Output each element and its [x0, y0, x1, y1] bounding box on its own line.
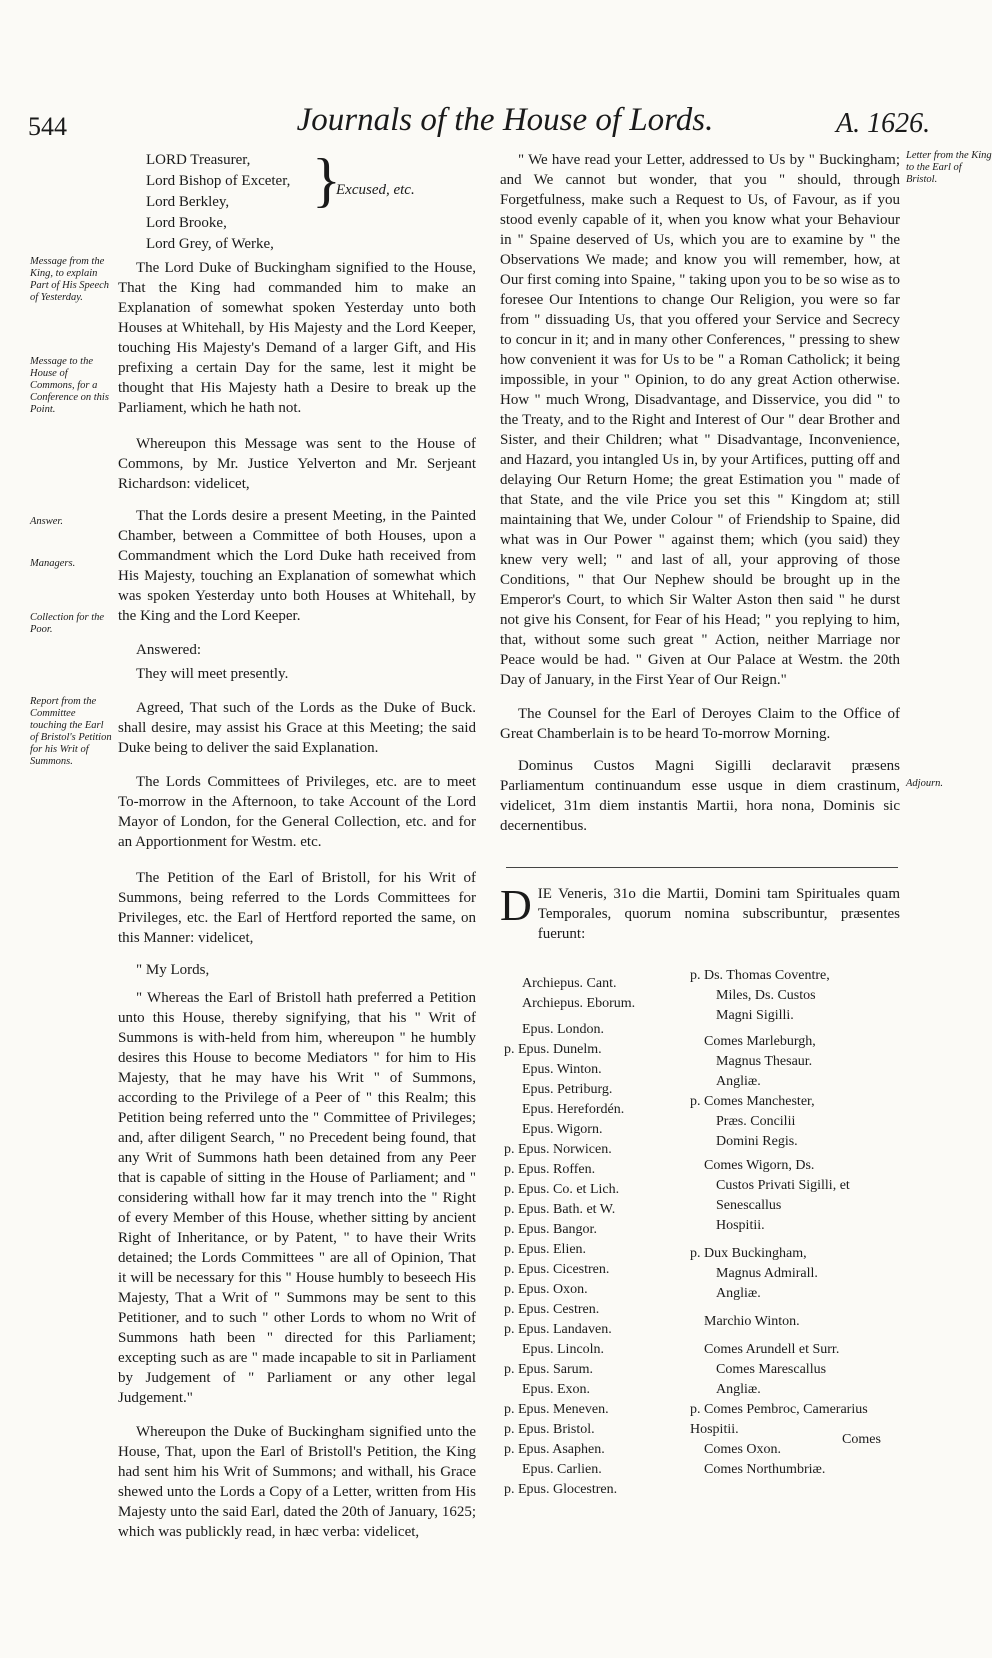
page-title: Journals of the House of Lords. — [296, 102, 714, 138]
paragraph-message-sent: Whereupon this Message was sent to the House of Commons, by Mr. Justice Yelverton and Mr. Serjeant Richardson: videlicet, — [118, 436, 476, 492]
list-item: p. Epus. Bath. et W. — [504, 1202, 616, 1217]
list-item: p. Epus. Dunelm. — [504, 1042, 602, 1057]
die-veneris-heading — [500, 881, 900, 944]
left-column — [118, 258, 476, 1542]
list-item: Magnus Thesaur. — [716, 1054, 813, 1069]
list-item: Comes Oxon. — [704, 1442, 781, 1457]
list-item: p. Comes Pembroc, Camerarius Hospitii. — [690, 1402, 868, 1437]
paragraph-committees-privileges: The Lords Committees of Privileges, etc. are to meet To-morrow in the Afternoon, to take Account of the Lord Mayor of London, for the General Collection, etc. and for an Apportionment for Westm. etc. — [118, 774, 476, 850]
paragraph-whereas: " Whereas the Earl of Bristoll hath preferred a Petition unto this House, thereby signifying, that his " Writ of Summons is with-held from him, whereupon " he humbly desires this House to become Mediators " for him to His Majesty, that he may have his Writ " of Summons, according to the Privilege of a Peer of " this Realm; this Petition being referred unto the " Committee of Privileges; and, after diligent Search, " no Precedent being found, that any Writ of Summons hath been detained from any Peer that is capable of sitting in the House of Parliament; and " considering withall how far it may trench into the " Right of every Member of this House, whether sitting by ancient Right of Inheritance, or by Patent, " to have their Writs detained; the Lords Committees " are all of Opinion, That it will be necessary for this " House humbly to beseech His Majesty, That a Writ of " Summons may be sent to this Petitioner, and to such " other Lords to whom no Writ of Summons hath been " directed for this Parliament; excepting such as are " made incapable to sit in Parliament by Judgement of " Parliament or any other legal Judgement." — [118, 990, 476, 1406]
list-item: p. Comes Manchester, — [690, 1094, 815, 1109]
list-item: Comes Northumbriæ. — [704, 1462, 826, 1477]
margin-note-report: Report from the Committee touching the Earl of Bristol's Petition for his Writ of Summons. — [30, 696, 112, 767]
catchword: Comes — [842, 1432, 881, 1447]
list-item: p. Epus. Norwicen. — [504, 1142, 612, 1157]
excused-names: LORD Treasurer, Lord Bishop of Exceter, Lord Berkley, Lord Brooke, Lord Grey, of Werke, — [146, 152, 291, 252]
list-item: p. Epus. Cestren. — [504, 1302, 600, 1317]
paragraph-answered: Answered: — [136, 642, 201, 658]
list-item: p. Epus. Sarum. — [504, 1362, 594, 1377]
list-item: p. Epus. Landaven. — [504, 1322, 612, 1337]
list-item: Epus. Winton. — [522, 1062, 602, 1077]
list-item: Angliæ. — [716, 1074, 761, 1089]
list-item: Hospitii. — [716, 1218, 765, 1233]
list-item: Magni Sigilli. — [716, 1008, 794, 1023]
paragraph-whereupon-duke: Whereupon the Duke of Buckingham signified unto the House, That, upon the Earl of Bristoll's Petition, the King had sent him his Writ of Summons; and withall, his Grace shewed unto the Lords a Copy of a Letter, written from His Majesty unto the said Earl, dated the 20th of January, 1625; which was publickly read, in hæc verba: videlicet, — [118, 1424, 476, 1540]
paragraph-king-letter: " We have read your Letter, addressed to Us by " Buckingham; and We cannot but wonder, that you " should, through Forgetfulness, make such a Request to Us, of Favour, as if you stood evenly capable of it, when you know what your Behaviour in " Spaine deserved of Us, which you are to examine by " the Observations We made; and know you will remember, how, at Our first coming into Spaine, " taking upon you to be so wise as to foresee Our Intentions to change Our Religion, you were so far from " dissuading Us, that you offered your Service and Secrecy to concur in it; and in many other Conferences, " pressing to shew how convenient it was for Us to be " a Roman Catholick; it being impossible, in your " Opinion, to do any great Action otherwise. How " much Wrong, Disadvantage, and Disservice, you did " to the Treaty, and to the Right and Interest of Our " dear Brother and Sister, and their Children; what " Disadvantage, Inconvenience, and Hazard, you intangled Us in, by your Artifices, putting off and delaying Our Return Home; the great Estimation you " made of that State, and the vile Price you set this " Kingdom at; still maintaining that We, under Colour " of Friendship to Spaine, did what was in Our Power " against them; which (you said) they knew very well; " and last of all, your approving of those Conditions, " that Our Nephew should be brought up in the Emperor's Court, to which Sir Walter Aston then said " he durst not give his Consent, for Fear of his Head; " you replying to him, that, without some such great " Action, neither Marriage nor Peace would be had. " Given at Our Palace at Westm. the 20th Day of January, in the First Year of Our Reign." — [500, 152, 900, 688]
paragraph-agreed: Agreed, That such of the Lords as the Duke of Buck. shall desire, may assist his Grace at this Meeting; the said Duke being to deliver the said Explanation. — [118, 700, 476, 756]
margin-note-answer: Answer. — [30, 516, 63, 527]
list-item: Angliæ. — [716, 1382, 761, 1397]
present-list-spiritual — [504, 974, 674, 1500]
paragraph-adjournment: Dominus Custos Magni Sigilli declaravit præsens Parliamentum continuandum esse usque in diem crastinum, videlicet, 31m diem instantis Martii, hora nona, Dominis sic decernentibus. — [500, 758, 900, 834]
section-divider — [506, 867, 898, 868]
present-list-temporal — [690, 966, 890, 1480]
paragraph-buckingham-signified: The Lord Duke of Buckingham signified to the House, That the King had commanded him to make an Explanation of somewhat spoken Yesterday unto both Houses at Whitehall, by His Majesty and the Lord Keeper, touching His Majesty's Demand of a larger Gift, and His prefixing a certain Day for the same, lest it might be thought that His Majesty hath a Desire to break up the Parliament, which he hath not. — [118, 260, 476, 416]
list-item: Archiepus. Eborum. — [522, 996, 636, 1011]
list-item: Angliæ. — [716, 1286, 761, 1301]
drop-cap: D — [500, 881, 532, 930]
margin-note-collection: Collection for the Poor. — [30, 612, 105, 635]
list-item: Miles, Ds. Custos — [716, 988, 816, 1003]
paragraph-counsel: The Counsel for the Earl of Deroyes Claim to the Office of Great Chamberlain is to be heard To-morrow Morning. — [500, 706, 900, 742]
list-item: Comes Arundell et Surr. — [704, 1342, 840, 1357]
margin-note-adjourn: Adjourn. — [906, 778, 944, 789]
list-item: Epus. Carlien. — [522, 1462, 602, 1477]
margin-note-managers: Managers. — [30, 558, 76, 569]
die-veneris-text: IE Veneris, 31o die Martii, Domini tam Spirituales quam Temporales, quorum nomina subscribuntur, præsentes fuerunt: — [537, 886, 900, 942]
list-item: Archiepus. Cant. — [522, 976, 617, 991]
list-item: p. Epus. Co. et Lich. — [504, 1182, 620, 1197]
margin-note-letter: Letter from the King to the Earl of Bristol. — [906, 150, 992, 185]
right-column — [500, 150, 900, 836]
list-item: p. Epus. Roffen. — [504, 1162, 596, 1177]
list-item: Marchio Winton. — [704, 1314, 800, 1329]
page-number: 544 — [28, 112, 67, 141]
page-year: A. 1626. — [836, 108, 931, 139]
list-item: Epus. Petriburg. — [522, 1082, 613, 1097]
excused-label: Excused, etc. — [336, 182, 415, 198]
list-item: Comes Wigorn, Ds. — [704, 1158, 815, 1173]
paragraph-meet-presently: They will meet presently. — [136, 666, 289, 682]
paragraph-petition-bristoll: The Petition of the Earl of Bristoll, for his Writ of Summons, being referred to the Lords Committees for Privileges, etc. the Earl of Hertford reported the same, on this Manner: videlicet, — [118, 870, 476, 946]
list-item: Epus. Lincoln. — [522, 1342, 605, 1357]
list-item: p. Ds. Thomas Coventre, — [690, 968, 830, 983]
list-item: p. Epus. Glocestren. — [504, 1482, 618, 1497]
list-item: Comes Marescallus — [716, 1362, 827, 1377]
paragraph-lords-desire: That the Lords desire a present Meeting, in the Painted Chamber, between a Committee of both Houses, upon a Commandment which the Lord Duke hath received from His Majesty, touching an Explanation of somewhat which was spoken Yesterday unto both Houses at Whitehall, by the King and the Lord Keeper. — [118, 508, 476, 624]
list-item: Epus. Exon. — [522, 1382, 591, 1397]
list-item: p. Epus. Bristol. — [504, 1422, 595, 1437]
list-item: p. Epus. Cicestren. — [504, 1262, 610, 1277]
list-item: p. Epus. Bangor. — [504, 1222, 597, 1237]
list-item: Domini Regis. — [716, 1134, 798, 1149]
list-item: Præs. Concilii — [716, 1114, 796, 1129]
list-item: p. Dux Buckingham, — [690, 1246, 807, 1261]
list-item: p. Epus. Oxon. — [504, 1282, 588, 1297]
list-item: p. Epus. Meneven. — [504, 1402, 609, 1417]
list-item: p. Epus. Asaphen. — [504, 1442, 605, 1457]
paragraph-my-lords: " My Lords, — [136, 962, 210, 978]
list-item: Epus. Wigorn. — [522, 1122, 603, 1137]
margin-note-message-king: Message from the King, to explain Part of His Speech of Yesterday. — [30, 256, 110, 303]
list-item: Epus. London. — [522, 1022, 605, 1037]
list-item: p. Epus. Elien. — [504, 1242, 587, 1257]
list-item: Magnus Admirall. — [716, 1266, 818, 1281]
list-item: Epus. Herefordén. — [522, 1102, 625, 1117]
list-item: Comes Marleburgh, — [704, 1034, 816, 1049]
excused-brace: } — [312, 147, 341, 213]
margin-note-message-commons: Message to the House of Commons, for a Conference on this Point. — [30, 356, 109, 415]
list-item: Custos Privati Sigilli, et Senescallus — [716, 1178, 850, 1213]
